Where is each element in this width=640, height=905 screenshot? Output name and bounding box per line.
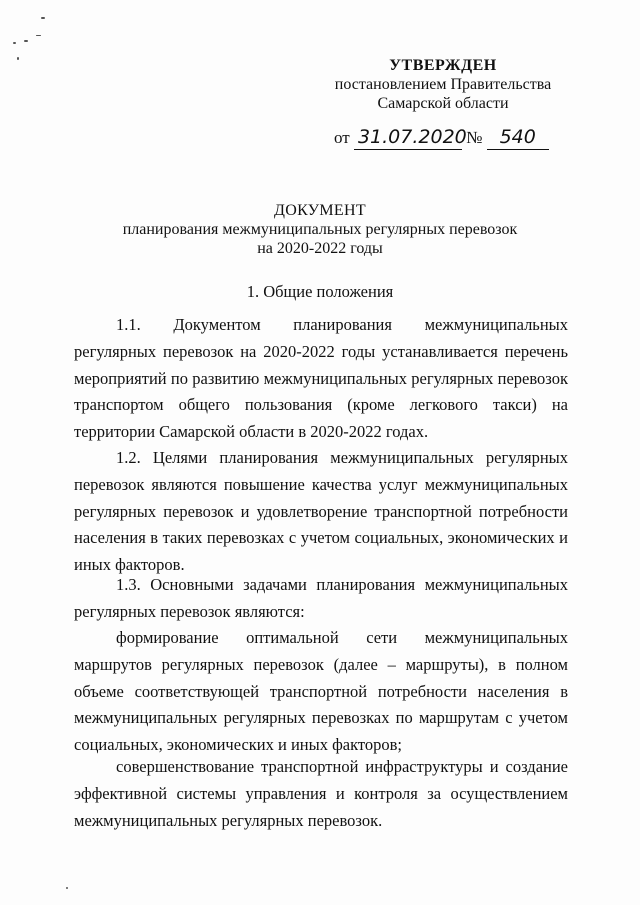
- approval-date-line: [334, 126, 549, 150]
- paragraph-1-3: 1.3. Основными задачами планирования межмуниципальных регулярных перевозок являются:: [74, 575, 568, 621]
- paragraph-1-1: 1.1. Документом планирования межмуниципальных регулярных перевозок на 2020-2022 годы устанавливается перечень мероприятий по развитию межмуниципальных регулярных перевозок транспортом общего пользования (кроме легкового такси) на территории Самарской области в 2020-2022 годах.: [74, 315, 568, 442]
- document-title: ДОКУМЕНТ: [274, 202, 366, 219]
- handwritten-date: 31.07.2020: [354, 126, 462, 150]
- document-subtitle: планирования межмуниципальных регулярных перевозок: [122, 221, 518, 238]
- date-prefix: от: [334, 128, 350, 147]
- paragraph-1-2: 1.2. Целями планирования межмуниципальных регулярных перевозок являются повышение качества услуг межмуниципальных регулярных перевозок и удовлетворение транспортной потребности населения в таких перевозках с учетом социальных, экономических и иных факторов.: [74, 448, 568, 575]
- document-period: на 2020-2022 годы: [257, 240, 383, 257]
- approval-line-2: Самарской области: [377, 95, 509, 112]
- section-title: 1. Общие положения: [246, 282, 394, 301]
- handwritten-number: 540: [487, 126, 549, 150]
- task-infrastructure-improvement: совершенствование транспортной инфраструктуры и создание эффективной системы управления и контроля за осуществлением межмуниципальных регулярных перевозок.: [74, 757, 568, 830]
- approval-line-1: постановлением Правительства: [334, 76, 552, 93]
- approval-title: УТВЕРЖДЕН: [389, 57, 497, 74]
- number-prefix: №: [466, 128, 483, 147]
- task-network-formation: формирование оптимальной сети межмуниципальных маршрутов регулярных перевозок (далее – маршруты), в полном объеме соответствующей транспортной потребности населения в межмуниципальных регулярных перевозках по маршрутам с учетом социальных, экономических и иных факторов;: [74, 628, 568, 755]
- approval-stamp: [318, 56, 568, 113]
